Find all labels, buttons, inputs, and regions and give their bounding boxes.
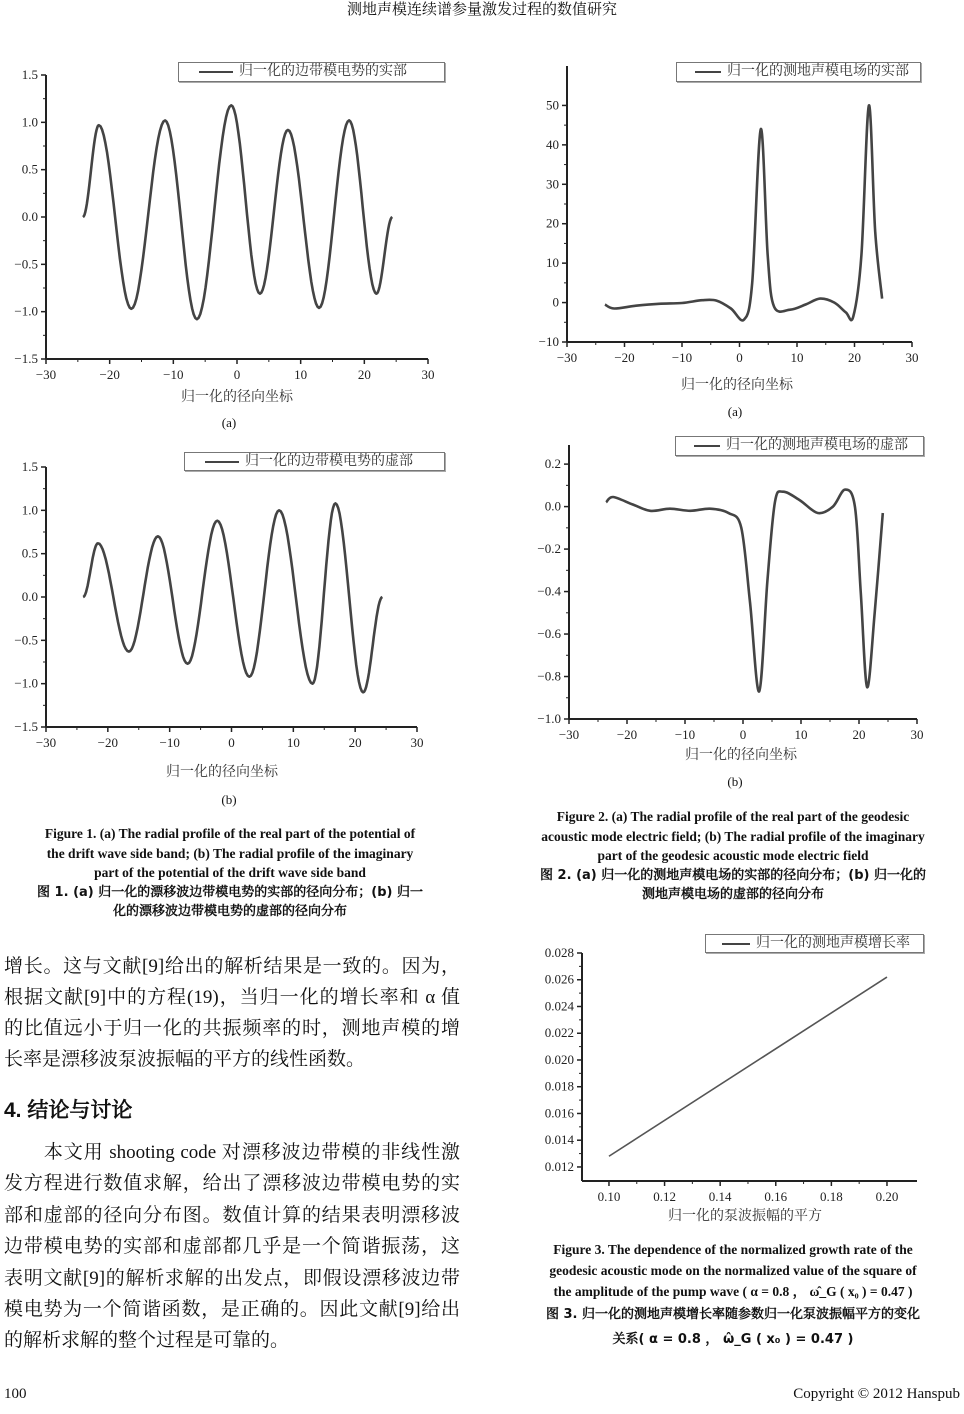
body-line: 模电势为一个简谐函数，是正确的。因此文献[9]给出 — [4, 1299, 460, 1320]
fig1b-xlabel: 归一化的径向坐标 — [166, 765, 278, 780]
fig2a-y-tick-label: −10 — [538, 334, 559, 349]
body-line: 的解析求解的整个过程是可靠的。 — [4, 1330, 290, 1351]
legend-label: 归一化的测地声模增长率 — [756, 936, 910, 951]
fig1b-x-tick-label: −20 — [97, 735, 119, 750]
fig2b-y-tick-label: 0.2 — [544, 456, 561, 472]
caption-zh-line: 化的漂移波边带模电势的虚部的径向分布 — [112, 904, 347, 919]
fig2b-y-tick-label: −0.2 — [537, 541, 561, 557]
fig2a-x-tick-label: 10 — [790, 350, 804, 365]
caption-en-line: Figure 3. The dependence of the normalized growth rate of the — [553, 1242, 913, 1257]
body-line: 的比值远小于归一化的共振频率的时，测地声模的增 — [4, 1018, 460, 1039]
fig1a-y-tick-label: −1.5 — [14, 351, 38, 366]
fig1a-x-tick-label: 20 — [357, 367, 371, 382]
fig2a-x-tick-label: 30 — [905, 350, 919, 365]
caption-zh-line: 测地声模电场的虚部的径向分布 — [641, 887, 824, 902]
fig3-x-tick-label: 0.12 — [653, 1189, 676, 1204]
fig1a-x-tick-label: −10 — [163, 367, 184, 382]
fig2b-y-tick-label: 0.0 — [544, 498, 561, 514]
fig3-y-tick-label: 0.022 — [544, 1025, 574, 1041]
caption-zh-line: 图 3. 归一化的测地声模增长率随参数归一化泵波振幅平方的变化 — [545, 1307, 921, 1322]
legend-label: 归一化的测地声模电场的虚部 — [726, 438, 908, 453]
fig1a-legend — [178, 62, 445, 82]
caption-en-line: acoustic mode electric field; (b) The radial profile of the imaginary — [541, 828, 925, 844]
fig2a-xlabel: 归一化的径向坐标 — [681, 378, 793, 393]
body-line: 表明文献[9]的解析求解的出发点，即假设漂移波边带 — [4, 1268, 460, 1289]
fig2b-xlabel: 归一化的径向坐标 — [685, 748, 797, 763]
fig2b-y-tick-label: −1.0 — [537, 711, 561, 726]
caption-en-line: Figure 1. (a) The radial profile of the real part of the potential of — [44, 826, 416, 841]
fig1b-legend — [184, 452, 445, 471]
fig2a-y-tick-label: 30 — [546, 176, 559, 192]
fig1a-y-tick-label: −1.0 — [14, 303, 38, 319]
fig2a-x-tick-label: −20 — [614, 350, 635, 365]
fig1a-y-tick-label: 1.5 — [21, 67, 38, 82]
fig2b-y-tick-label: −0.8 — [537, 668, 561, 684]
fig1a-y-tick-label: 0.0 — [21, 209, 38, 224]
fig1a-x-tick-label: 30 — [421, 367, 435, 382]
fig2b-x-tick-label: −20 — [616, 727, 638, 742]
fig3-y-tick-label: 0.016 — [544, 1105, 574, 1121]
fig1b-x-tick-label: 30 — [410, 735, 424, 750]
fig2a-y-tick-label: 40 — [546, 136, 559, 152]
fig3-y-tick-label: 0.024 — [544, 998, 574, 1014]
fig2a-y-tick-label: 10 — [546, 255, 559, 271]
fig1b-x-tick-label: 0 — [228, 735, 235, 750]
fig1a-y-tick-label: 1.0 — [21, 114, 38, 130]
fig2-panel-a-label: (a) — [727, 404, 743, 419]
body-line: 边带模电势的实部和虚部都几乎是一个简谐振荡，这 — [4, 1236, 460, 1257]
fig2a-y-tick-label: 20 — [546, 215, 559, 231]
body-line: 本文用 shooting code 对漂移波边带模的非线性激 — [4, 1142, 460, 1163]
legend-label: 归一化的边带模电势的实部 — [239, 64, 407, 79]
body-line: 发方程进行数值求解，给出了漂移波边带模电势的实 — [4, 1173, 460, 1194]
body-line: 长率是漂移波泵波振幅的平方的线性函数。 — [4, 1049, 366, 1070]
caption-en-line: Figure 2. (a) The radial profile of the real part of the geodesic — [556, 809, 910, 824]
fig2a-x-tick-label: 20 — [848, 350, 861, 365]
fig3-x-tick-label: 0.14 — [708, 1189, 732, 1204]
fig1a-series-line — [83, 105, 392, 319]
figure2-caption — [502, 807, 964, 905]
fig2b-x-tick-label: 0 — [739, 727, 747, 742]
caption-en-line: the amplitude of the pump wave ( α = 0.8 ， ω̂_G ( x₀ ) = 0.47 ) — [553, 1284, 913, 1299]
fig2a-legend — [676, 62, 921, 82]
caption-en-line: geodesic acoustic mode on the normalized value of the square of — [549, 1263, 917, 1278]
fig3-xlabel: 归一化的泵波振幅的平方 — [668, 1209, 822, 1224]
fig1a-xlabel: 归一化的径向坐标 — [181, 390, 293, 405]
fig2b-series-line — [606, 490, 883, 692]
legend-swatch — [722, 943, 750, 945]
fig2b-x-tick-label: −10 — [674, 727, 696, 742]
fig1a-y-tick-label: −0.5 — [14, 256, 38, 272]
fig2a-x-tick-label: 0 — [736, 350, 743, 365]
fig3-legend — [705, 934, 924, 953]
fig1b-y-tick-label: 0.0 — [21, 589, 38, 604]
fig3-x-tick-label: 0.16 — [764, 1189, 788, 1204]
figure3-caption — [502, 1239, 964, 1350]
fig1a-x-tick-label: −20 — [99, 367, 120, 382]
legend-label: 归一化的边带模电势的虚部 — [245, 454, 413, 469]
fig2a-x-tick-label: −30 — [556, 350, 578, 365]
body-line: 根据文献[9]中的方程(19)，当归一化的增长率和 α 值 — [4, 987, 460, 1008]
fig2a-x-tick-label: −10 — [671, 350, 693, 365]
fig1a-x-tick-label: 10 — [294, 367, 308, 382]
legend-swatch — [695, 71, 721, 73]
fig2a-series-line — [605, 105, 882, 320]
fig1-panel-b-label: (b) — [221, 792, 237, 807]
caption-en-line: part of the geodesic acoustic mode electric field — [597, 848, 869, 863]
caption-zh-line: 图 1. (a) 归一化的漂移波边带模电势的实部的径向分布；(b) 归一 — [37, 884, 423, 900]
section-heading: 4. 结论与讨论 — [4, 1099, 133, 1122]
fig2a-y-tick-label: 0 — [552, 294, 559, 310]
fig2-panel-b-label: (b) — [727, 774, 743, 789]
fig3-x-tick-label: 0.18 — [819, 1189, 843, 1204]
fig3-y-tick-label: 0.028 — [544, 945, 574, 960]
fig1b-y-tick-label: −1.0 — [14, 675, 38, 691]
running-header: 测地声模连续谱参量激发过程的数值研究 — [346, 2, 617, 18]
fig1a-x-tick-label: −30 — [35, 367, 57, 382]
figure1-caption — [0, 824, 460, 922]
fig3-series-line — [609, 977, 887, 1156]
caption-en-line: the drift wave side band; (b) The radial profile of the imaginary — [46, 845, 414, 861]
caption-en-line: part of the potential of the drift wave side band — [94, 865, 366, 880]
fig2b-x-tick-label: 30 — [910, 727, 924, 742]
fig2b-x-tick-label: 20 — [852, 727, 866, 742]
legend-label: 归一化的测地声模电场的实部 — [727, 64, 909, 79]
fig3-x-tick-label: 0.20 — [875, 1189, 899, 1204]
fig1b-series-line — [83, 503, 382, 692]
fig2b-x-tick-label: −30 — [558, 727, 580, 742]
fig1b-y-tick-label: −0.5 — [14, 632, 38, 648]
fig1b-y-tick-label: 1.0 — [21, 502, 38, 518]
legend-swatch — [205, 461, 239, 463]
fig1a-y-tick-label: 0.5 — [21, 161, 38, 177]
fig3-y-tick-label: 0.014 — [544, 1132, 574, 1148]
legend-swatch — [199, 71, 233, 73]
fig1-panel-a-label: (a) — [221, 415, 237, 430]
body-line: 增长。这与文献[9]给出的解析结果是一致的。因为， — [4, 956, 460, 977]
body-line: 部和虚部的径向分布图。数值计算的结果表明漂移波 — [4, 1205, 460, 1226]
fig1b-x-tick-label: −10 — [159, 735, 180, 750]
caption-zh-line: 关系( α = 0.8 ， ω̂_G ( x₀ ) = 0.47 ) — [612, 1332, 854, 1347]
fig3-x-tick-label: 0.10 — [597, 1189, 621, 1204]
fig2a-y-tick-label: 50 — [546, 97, 559, 113]
fig2b-legend — [675, 436, 924, 456]
fig1b-x-tick-label: −30 — [35, 735, 57, 750]
fig3-y-tick-label: 0.020 — [544, 1051, 574, 1067]
copyright: Copyright © 2012 Hanspub — [793, 1386, 960, 1402]
fig1b-y-tick-label: 1.5 — [21, 459, 38, 474]
fig1b-y-tick-label: 0.5 — [21, 545, 38, 561]
fig2b-y-tick-label: −0.4 — [537, 583, 561, 599]
fig3-y-tick-label: 0.012 — [544, 1158, 574, 1174]
fig3-y-tick-label: 0.018 — [544, 1078, 574, 1094]
caption-zh-line: 图 2. (a) 归一化的测地声模电场的实部的径向分布；(b) 归一化的 — [540, 867, 926, 883]
page-number: 100 — [4, 1386, 27, 1402]
fig2b-x-tick-label: 10 — [794, 727, 808, 742]
fig3-y-tick-label: 0.026 — [544, 971, 574, 987]
fig1b-x-tick-label: 10 — [286, 735, 300, 750]
fig1b-y-tick-label: −1.5 — [14, 719, 38, 734]
fig2b-y-tick-label: −0.6 — [537, 626, 561, 642]
fig1a-x-tick-label: 0 — [233, 367, 241, 382]
fig1b-x-tick-label: 20 — [348, 735, 362, 750]
legend-swatch — [694, 445, 720, 447]
